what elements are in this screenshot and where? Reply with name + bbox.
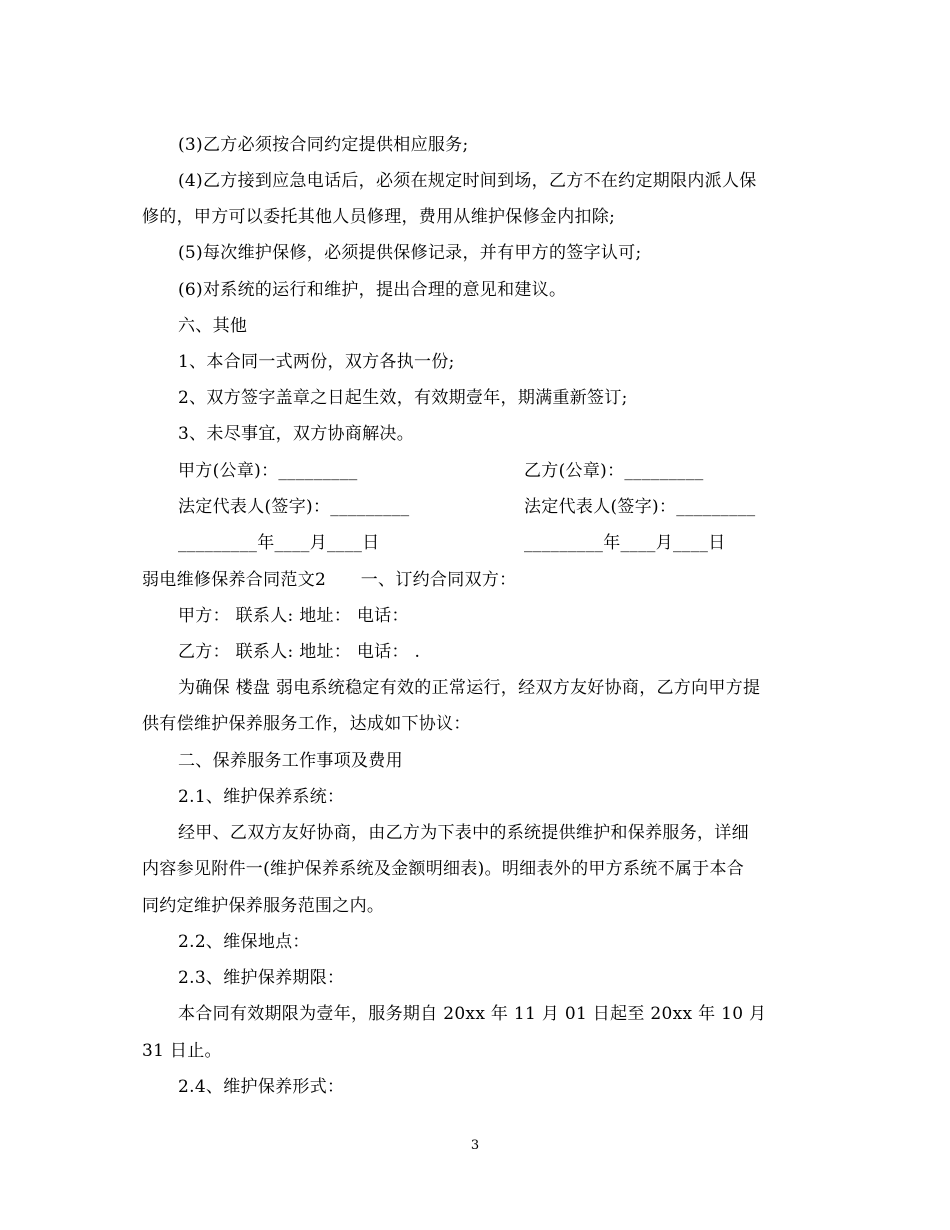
subsection-heading: 2.2、维保地点： xyxy=(178,932,310,952)
section-title: 弱电维修保养合同范文2 一、订约合同双方： xyxy=(142,570,517,590)
party-b-info: 乙方： 联系人: 地址： 电话： . xyxy=(178,642,421,662)
paragraph-line: (4)乙方接到应急电话后，必须在规定时间到场，乙方不在约定期限内派人保 xyxy=(178,171,757,191)
section-heading: 六、其他 xyxy=(178,316,248,336)
paragraph-line: 1、本合同一式两份，双方各执一份; xyxy=(178,352,455,372)
section-heading: 二、保养服务工作事项及费用 xyxy=(178,751,403,771)
paragraph-line: 为确保 楼盘 弱电系统稳定有效的正常运行，经双方友好协商，乙方向甲方提 xyxy=(178,678,761,698)
paragraph-line: 内容参见附件一(维护保养系统及金额明细表)。明细表外的甲方系统不属于本合 xyxy=(142,859,745,879)
party-a-date: _________年____月____日 xyxy=(178,533,380,553)
party-b-representative: 法定代表人(签字)：_________ xyxy=(524,497,756,517)
paragraph-line: 2、双方签字盖章之日起生效，有效期壹年，期满重新签订; xyxy=(178,388,628,408)
paragraph-line: (3)乙方必须按合同约定提供相应服务; xyxy=(178,135,469,155)
page-number: 3 xyxy=(470,1138,480,1153)
paragraph-line: (6)对系统的运行和维护，提出合理的意见和建议。 xyxy=(178,280,567,300)
paragraph-line: 经甲、乙双方友好协商，由乙方为下表中的系统提供维护和保养服务，详细 xyxy=(178,823,749,843)
paragraph-line: 3、未尽事宜，双方协商解决。 xyxy=(178,424,415,444)
party-a-seal: 甲方(公章)：_________ xyxy=(178,461,358,481)
paragraph-line: (5)每次维护保修，必须提供保修记录，并有甲方的签字认可; xyxy=(178,243,642,263)
paragraph-line: 修的，甲方可以委托其他人员修理，费用从维护保修金内扣除; xyxy=(142,207,616,227)
paragraph-line: 本合同有效期限为壹年，服务期自 20xx 年 11 月 01 日起至 20xx 年 10 月 xyxy=(178,1004,767,1024)
subsection-heading: 2.1、维护保养系统： xyxy=(178,787,345,807)
subsection-heading: 2.3、维护保养期限： xyxy=(178,968,345,988)
party-b-seal: 乙方(公章)：_________ xyxy=(524,461,704,481)
party-a-representative: 法定代表人(签字)：_________ xyxy=(178,497,410,517)
subsection-heading: 2.4、维护保养形式： xyxy=(178,1077,345,1097)
party-b-date: _________年____月____日 xyxy=(524,533,726,553)
paragraph-line: 供有偿维护保养服务工作，达成如下协议： xyxy=(142,714,471,734)
party-a-info: 甲方： 联系人: 地址： 电话： xyxy=(178,606,409,626)
paragraph-line: 31 日止。 xyxy=(142,1041,222,1061)
paragraph-line: 同约定维护保养服务范围之内。 xyxy=(142,896,385,916)
